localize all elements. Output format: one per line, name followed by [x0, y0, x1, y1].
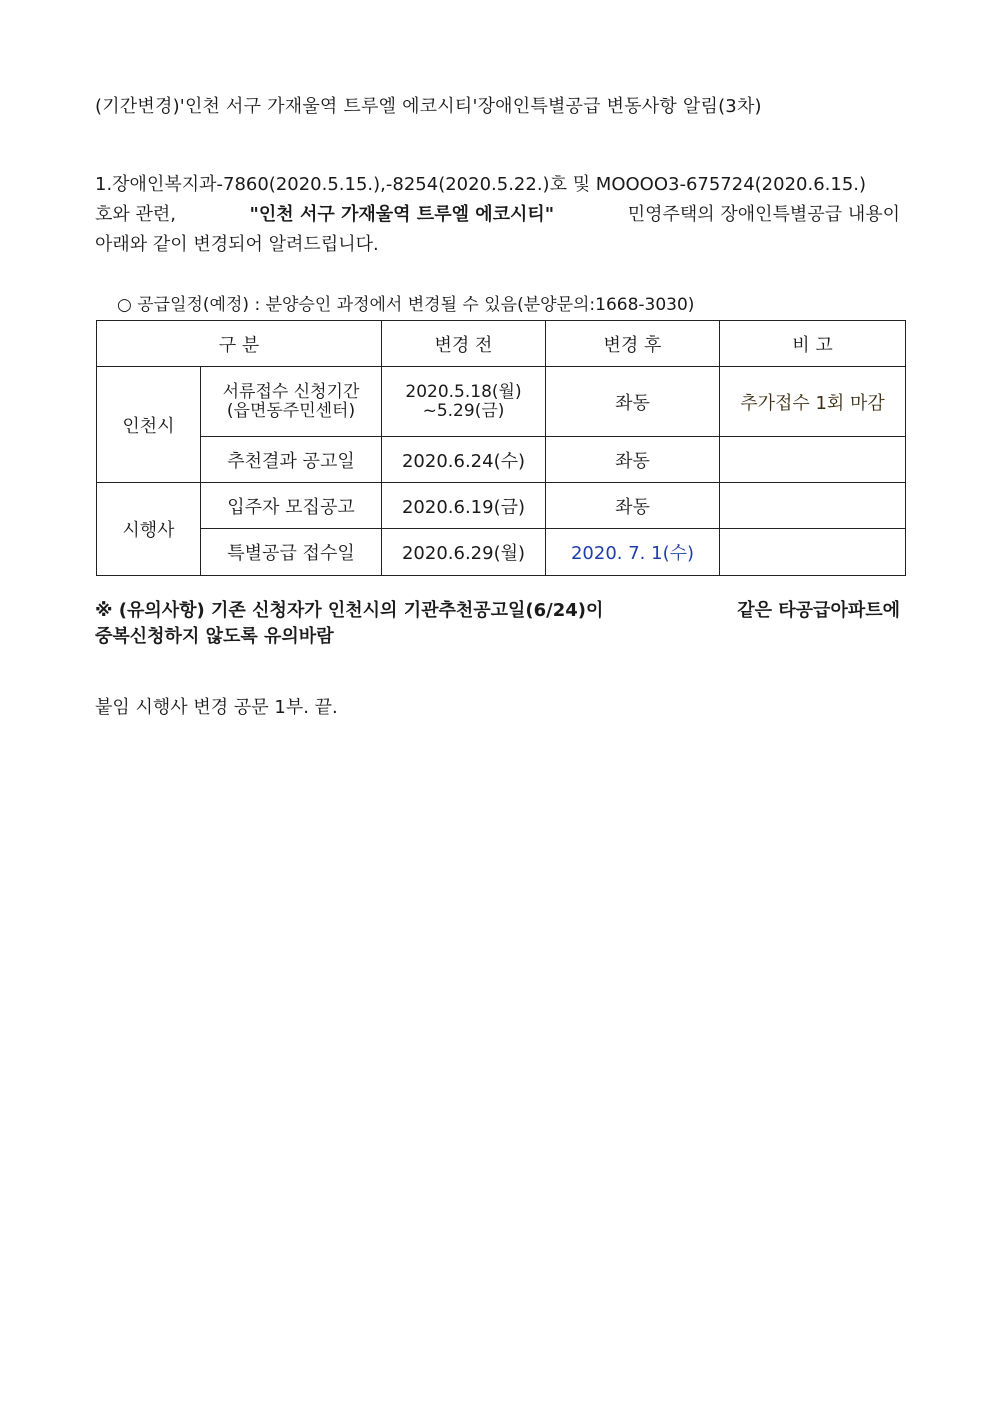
- table-header-row: [97, 321, 906, 367]
- table-row: [97, 483, 906, 529]
- table-row: [97, 437, 906, 483]
- paragraph-line-3: 아래와 같이 변경되어 알려드립니다.: [95, 234, 379, 255]
- notice-block: [95, 598, 900, 650]
- row-item-cell: 특별공급 접수일: [201, 529, 382, 576]
- paragraph-line-2: [95, 200, 900, 230]
- paragraph-line-2-prefix: 호와 관련,: [95, 204, 176, 225]
- row-before-cell: [382, 367, 546, 437]
- table-row: [97, 367, 906, 437]
- group-name-incheon: 인천시: [97, 367, 201, 483]
- notice-line-1-a: ※ (유의사항) 기존 신청자가 인천시의 기관추천공고일(6/24)이: [95, 600, 604, 621]
- row-after-cell: 좌동: [546, 437, 720, 483]
- header-after: 변경 후: [546, 321, 720, 367]
- paragraph-line-1: [95, 170, 900, 200]
- notice-line-1: [95, 598, 900, 624]
- row-item-cell: [201, 367, 382, 437]
- header-note: 비 고: [720, 321, 906, 367]
- row-item-cell: 입주자 모집공고: [201, 483, 382, 529]
- attachment-line: 붙임 시행사 변경 공문 1부. 끝.: [95, 697, 338, 718]
- paragraph-line-1-text: 1.장애인복지과-7860(2020.5.15.),-8254(2020.5.22.)호 및 MOOOO3-675724(2020.6.15.): [95, 174, 867, 195]
- row-before-cell: 2020.6.29(월): [382, 529, 546, 576]
- row-note-cell: [720, 529, 906, 576]
- schedule-label: ○ 공급일정(예정) : 분양승인 과정에서 변경될 수 있음(분양문의:1668-3030): [117, 295, 695, 315]
- notice-line-2: 중복신청하지 않도록 유의바람: [95, 626, 334, 647]
- notice-line-1-b: 같은 타공급아파트에: [737, 600, 900, 621]
- row-after-cell: 좌동: [546, 367, 720, 437]
- row-before-cell: 2020.6.24(수): [382, 437, 546, 483]
- row-item-line-2: (읍면동주민센터): [226, 400, 356, 421]
- header-category: 구 분: [97, 321, 382, 367]
- row-after-cell-changed: 2020. 7. 1(수): [546, 529, 720, 576]
- row-note-cell: 추가접수 1회 마감: [720, 367, 906, 437]
- row-item-cell: 추천결과 공고일: [201, 437, 382, 483]
- row-note-cell: [720, 483, 906, 529]
- group-name-developer: 시행사: [97, 483, 201, 576]
- row-after-cell: 좌동: [546, 483, 720, 529]
- paragraph-line-2-suffix: 민영주택의 장애인특별공급 내용이: [627, 204, 900, 225]
- header-before: 변경 전: [382, 321, 546, 367]
- schedule-table: [96, 320, 906, 576]
- row-item-line-1: 서류접수 신청기간: [222, 381, 360, 402]
- paragraph-line-2-project-name: "인천 서구 가재울역 트루엘 에코시티": [249, 204, 555, 225]
- document-title: (기간변경)'인천 서구 가재울역 트루엘 에코시티'장애인특별공급 변동사항 알림(3차): [95, 96, 762, 117]
- row-before-line-1: 2020.5.18(월): [405, 381, 522, 402]
- body-paragraph: [95, 170, 900, 260]
- row-note-cell: [720, 437, 906, 483]
- table-row: [97, 529, 906, 576]
- row-before-cell: 2020.6.19(금): [382, 483, 546, 529]
- row-before-line-2: ~5.29(금): [422, 400, 505, 421]
